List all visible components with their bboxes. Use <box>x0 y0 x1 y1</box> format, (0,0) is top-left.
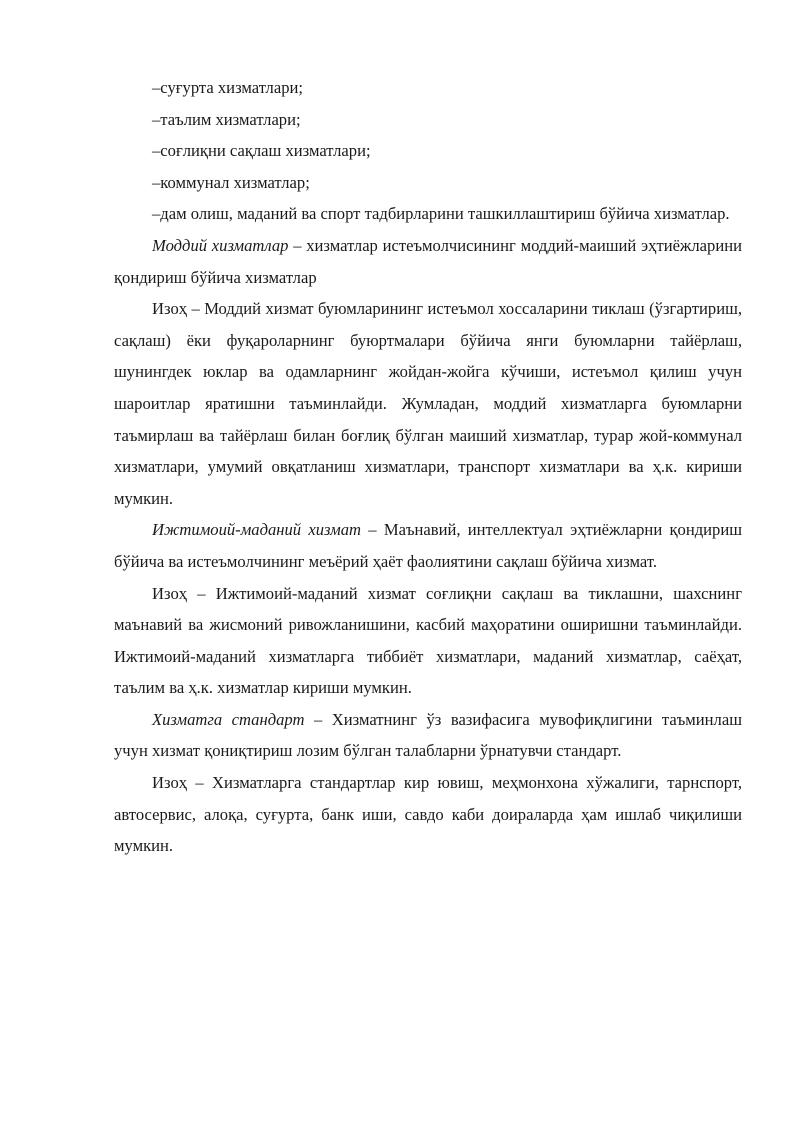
note-text: Изоҳ – Хизматларга стандартлар кир ювиш, меҳмонхона хўжалиги, тарнспорт, автосервис, алоқа, суғурта, банк иши, савдо каби доираларда ҳам ишлаб чиқилиши мумкин. <box>114 773 742 856</box>
list-item: –дам олиш, маданий ва спорт тадбирларини ташкиллаштириш бўйича хизматлар. <box>152 204 730 224</box>
page-body <box>114 72 742 862</box>
definition-paragraph <box>114 514 742 577</box>
definition-paragraph <box>114 230 742 293</box>
note-paragraph <box>114 293 742 514</box>
list-item: –суғурта хизматлари; <box>152 78 303 97</box>
definition-text: – Маънавий, интеллектуал эҳтиёжларни қондириш бўйича ва истеъмолчининг меъёрий ҳаёт фаолиятини сақлаш бўйича хизмат. <box>114 520 742 571</box>
note-paragraph <box>114 578 742 704</box>
note-text: Изоҳ – Ижтимоий-маданий хизмат соғлиқни сақлаш ва тиклашни, шахснинг маънавий ва жисмоний ривожланишини, касбий маҳоратини оширишни таъминлайди. Ижтимоий-маданий хизматларга тиббиёт хизматлари, маданий хизматлар, саёҳат, таълим ва ҳ.к. хизматлар кириши мумкин. <box>114 583 742 698</box>
list-item: –коммунал хизматлар; <box>152 172 310 192</box>
defined-term: Моддий хизматлар <box>152 235 289 255</box>
list-item: –таълим хизматлари; <box>152 109 301 129</box>
note-paragraph <box>114 767 742 862</box>
definition-text: – хизматлар истеъмолчисининг моддий-маиший эҳтиёжларини қондириш бўйича хизматлар <box>114 235 742 287</box>
defined-term: Ижтимоий-маданий хизмат <box>152 520 361 540</box>
definition-text: – Хизматнинг ўз вазифасига мувофиқлигини таъминлаш учун хизмат қониқтириш лозим бўлган талабларни ўрнатувчи стандарт. <box>114 709 742 761</box>
definition-paragraph <box>114 704 742 767</box>
list-item: –соғлиқни сақлаш хизматлари; <box>152 141 371 161</box>
defined-term: Хизматга стандарт <box>152 709 305 729</box>
note-text: Изоҳ – Моддий хизмат буюмларининг истеъмол хоссаларини тиклаш (ўзгартириш, сақлаш) ёки фуқароларнинг буюртмалари бўйича янги буюмларни тайёрлаш, шунингдек юклар ва одамларнинг жойдан-жойга кўчиши, истеъмол қилиш учун шароитлар яратишни таъминлайди. Жумладан, моддий хизматларга буюмларни таъмирлаш ва тайёрлаш билан боғлиқ бўлган маиший хизматлар, турар жой-коммунал хизматлари, умумий овқатланиш хизматлари, транспорт хизматлари ва ҳ.к. кириши мумкин. <box>114 299 742 508</box>
